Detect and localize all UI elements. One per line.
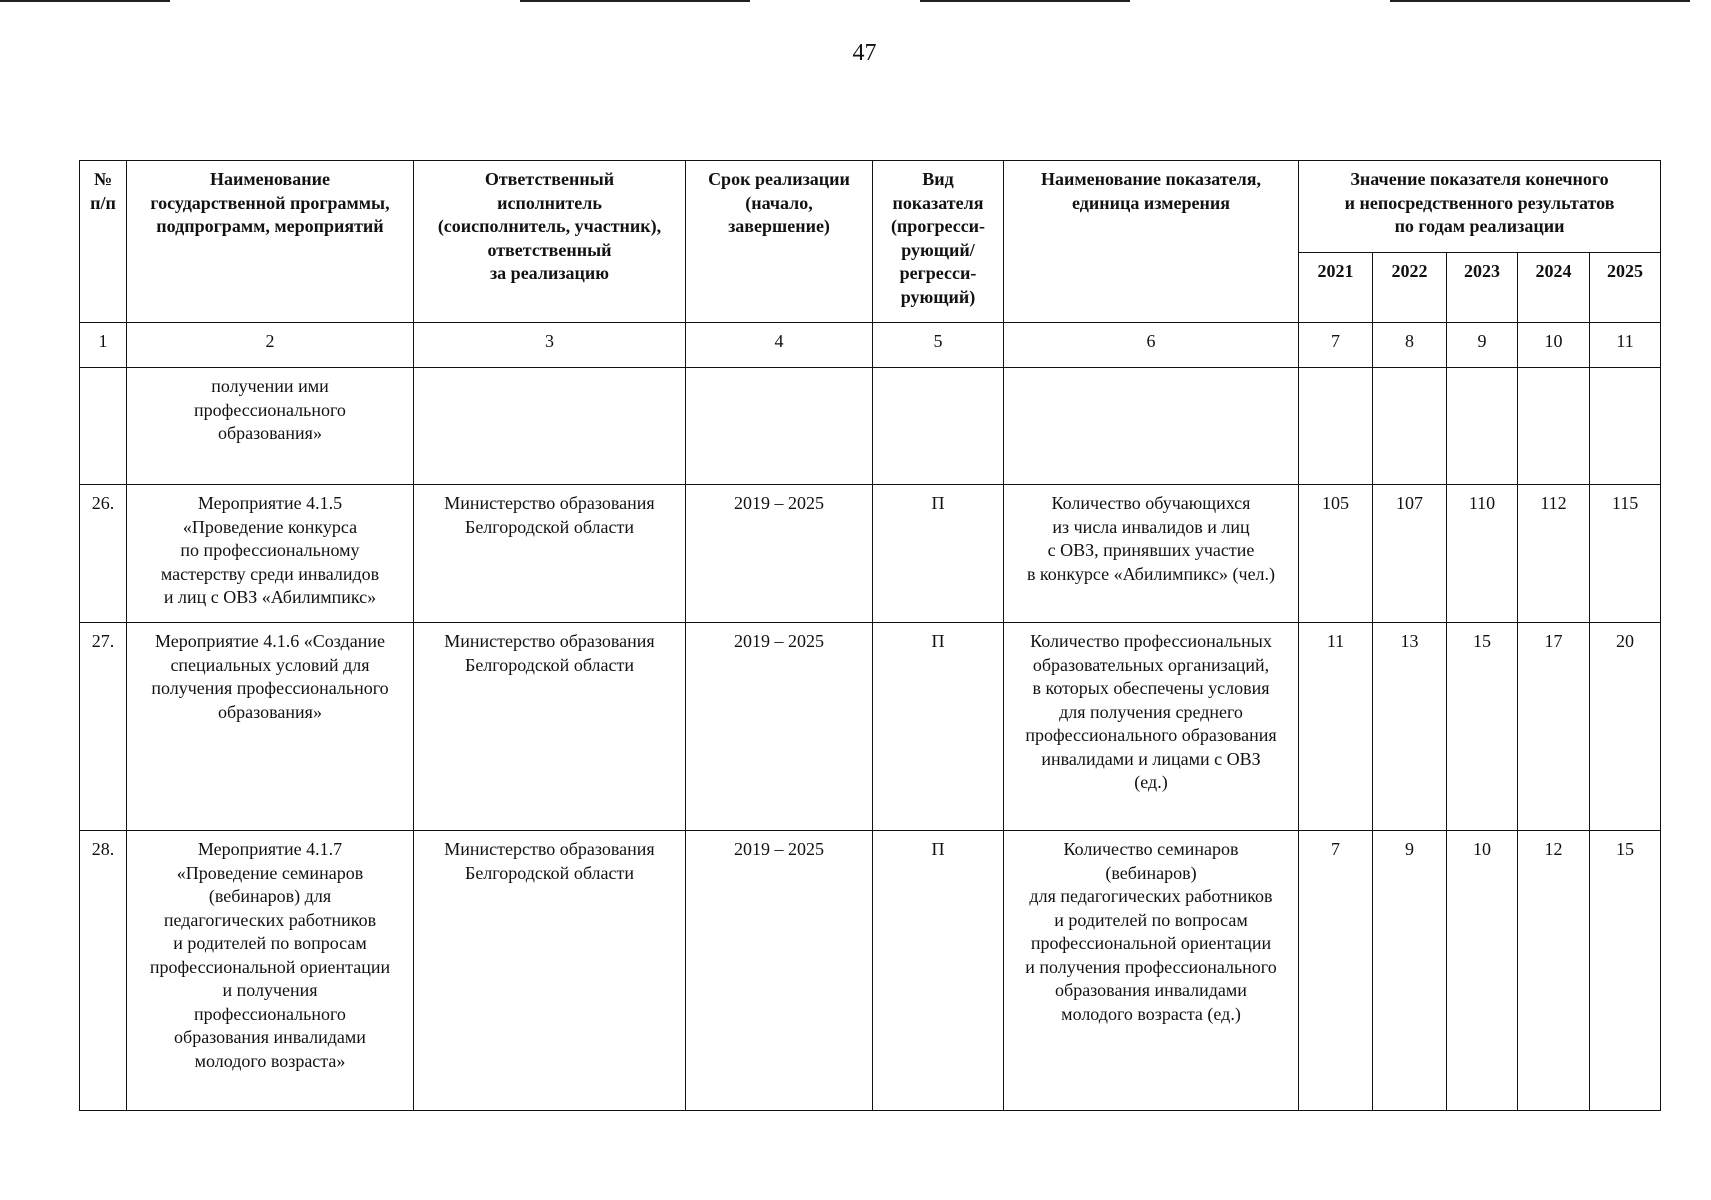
table-row [80, 831, 1661, 1111]
row-responsible: Министерство образования Белгородской области [414, 623, 686, 831]
row-indicator-type: П [873, 623, 1004, 831]
row-indicator-name: Количество обучающихся из числа инвалидов и лиц с ОВЗ, принявших участие в конкурсе «Абилимпикс» (чел.) [1004, 485, 1299, 623]
row-term [686, 368, 873, 485]
row-responsible: Министерство образования Белгородской области [414, 831, 686, 1111]
row-value-2022: 9 [1373, 831, 1447, 1111]
row-value [1590, 368, 1661, 485]
program-table [79, 160, 1661, 1111]
header-year: 2024 [1518, 253, 1590, 323]
table-row [80, 368, 1661, 485]
column-number: 9 [1447, 323, 1518, 368]
row-value-2022: 13 [1373, 623, 1447, 831]
row-num: 26. [80, 485, 127, 623]
column-number: 10 [1518, 323, 1590, 368]
row-value-2021: 105 [1299, 485, 1373, 623]
row-value-2025: 15 [1590, 831, 1661, 1111]
header-responsible: Ответственный исполнитель (соисполнитель, участник), ответственный за реализацию [414, 161, 686, 323]
row-value-2025: 115 [1590, 485, 1661, 623]
header-values-group: Значение показателя конечного и непосредственного результатов по годам реализации [1299, 161, 1661, 253]
row-indicator-name: Количество семинаров (вебинаров) для педагогических работников и родителей по вопросам профессиональной ориентации и получения профессионального образования инвалидами молодого возраста (ед.) [1004, 831, 1299, 1111]
page-number: 47 [852, 40, 877, 66]
column-number: 4 [686, 323, 873, 368]
row-indicator-type: П [873, 485, 1004, 623]
row-value-2021: 11 [1299, 623, 1373, 831]
table-row [80, 623, 1661, 831]
row-value-2024: 112 [1518, 485, 1590, 623]
row-value [1373, 368, 1447, 485]
header-year: 2025 [1590, 253, 1661, 323]
row-num: 28. [80, 831, 127, 1111]
row-value [1518, 368, 1590, 485]
row-num [80, 368, 127, 485]
header-indicator-name: Наименование показателя, единица измерения [1004, 161, 1299, 323]
row-num: 27. [80, 623, 127, 831]
row-value-2021: 7 [1299, 831, 1373, 1111]
row-indicator-type: П [873, 831, 1004, 1111]
column-number: 5 [873, 323, 1004, 368]
column-number: 1 [80, 323, 127, 368]
row-name: Мероприятие 4.1.5 «Проведение конкурса по профессиональному мастерству среди инвалидов и лиц с ОВЗ «Абилимпикс» [127, 485, 414, 623]
table-row [80, 485, 1661, 623]
row-term: 2019 – 2025 [686, 623, 873, 831]
row-value-2023: 110 [1447, 485, 1518, 623]
column-number: 2 [127, 323, 414, 368]
column-number-row [80, 323, 1661, 368]
row-indicator-name: Количество профессиональных образовательных организаций, в которых обеспечены условия для получения среднего профессионального образования инвалидами и лицами с ОВЗ (ед.) [1004, 623, 1299, 831]
row-value-2024: 12 [1518, 831, 1590, 1111]
row-name: Мероприятие 4.1.6 «Создание специальных условий для получения профессионального образования» [127, 623, 414, 831]
row-term: 2019 – 2025 [686, 485, 873, 623]
row-value-2023: 10 [1447, 831, 1518, 1111]
scan-edge-mark [920, 0, 1130, 2]
column-number: 3 [414, 323, 686, 368]
column-number: 8 [1373, 323, 1447, 368]
row-indicator-name [1004, 368, 1299, 485]
header-year: 2023 [1447, 253, 1518, 323]
row-name: Мероприятие 4.1.7 «Проведение семинаров (вебинаров) для педагогических работников и родителей по вопросам профессиональной ориентации и получения профессионального образования инвалидами молодого возраста» [127, 831, 414, 1111]
row-value-2023: 15 [1447, 623, 1518, 831]
header-year: 2021 [1299, 253, 1373, 323]
row-responsible [414, 368, 686, 485]
scan-edge-mark [1390, 0, 1690, 2]
row-value-2022: 107 [1373, 485, 1447, 623]
header-term: Срок реализации (начало, завершение) [686, 161, 873, 323]
scan-edge-mark [520, 0, 750, 2]
row-value-2024: 17 [1518, 623, 1590, 831]
header-num: № п/п [80, 161, 127, 323]
row-value [1299, 368, 1373, 485]
header-year: 2022 [1373, 253, 1447, 323]
scan-edge-mark [0, 0, 170, 2]
row-value-2025: 20 [1590, 623, 1661, 831]
header-row [80, 161, 1661, 253]
row-indicator-type [873, 368, 1004, 485]
column-number: 6 [1004, 323, 1299, 368]
row-term: 2019 – 2025 [686, 831, 873, 1111]
row-value [1447, 368, 1518, 485]
column-number: 11 [1590, 323, 1661, 368]
column-number: 7 [1299, 323, 1373, 368]
header-name: Наименование государственной программы, подпрограмм, мероприятий [127, 161, 414, 323]
row-name: получении ими профессионального образования» [127, 368, 414, 485]
row-responsible: Министерство образования Белгородской области [414, 485, 686, 623]
header-indicator-type: Вид показателя (прогресси- рующий/ регресси- рующий) [873, 161, 1004, 323]
